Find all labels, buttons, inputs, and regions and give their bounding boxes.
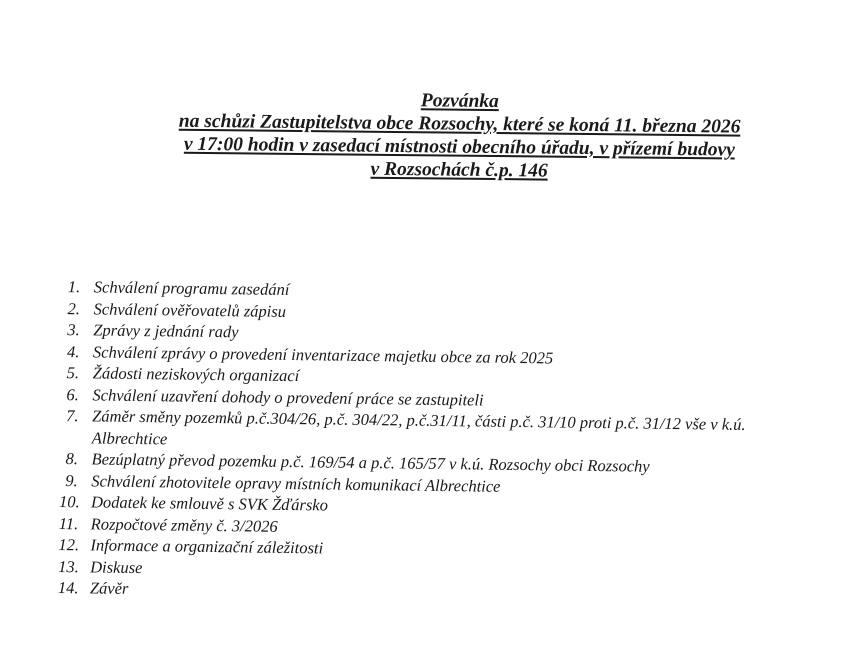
agenda-item-number: 7. (66, 406, 79, 426)
agenda-item-text: Rozpočtové změny č. 3/2026 (90, 513, 278, 536)
agenda-item-number: 5. (66, 363, 80, 383)
agenda-list (58, 276, 822, 608)
agenda-item-number: 13. (58, 556, 79, 576)
agenda-item-number: 6. (66, 384, 79, 404)
agenda-item-text: Diskuse (90, 556, 143, 577)
invitation-line-1: na schůzi Zastupitelstva obce Rozsochy, které se koná 11. března 2026 (178, 110, 741, 138)
invitation-line-3: v Rozsochách č.p. 146 (370, 158, 548, 182)
agenda-item-text: Schválení zprávy o provedení inventarizace majetku obce za rok 2025 (92, 341, 554, 367)
invitation-header (109, 86, 810, 185)
agenda-item-number: 1. (67, 277, 81, 297)
agenda-item-number: 3. (67, 320, 80, 340)
agenda-item-number: 10. (58, 491, 80, 512)
agenda-item-number: 11. (58, 513, 79, 533)
agenda-item-text: Zprávy z jednání rady (93, 320, 239, 342)
agenda-item-number: 2. (67, 298, 81, 318)
agenda-item-text: Závěr (89, 578, 129, 598)
agenda-item-text: Schválení ověřovatelů zápisu (93, 298, 287, 321)
agenda-item-text: Schválení uzavření dohody o provedení práce se zastupiteli (92, 384, 484, 410)
agenda-item-text: Žádosti neziskových organizací (92, 363, 300, 386)
agenda-item-text: Schválení programu zasedání (93, 277, 290, 299)
invitation-title: Pozvánka (420, 90, 499, 113)
agenda-item-number: 9. (65, 470, 78, 490)
agenda-item-text: Informace a organizační záležitosti (90, 535, 324, 558)
agenda-item-number: 4. (66, 341, 80, 361)
agenda-item-text: Schválení zhotovitele opravy místních komunikací Albrechtice (91, 470, 501, 496)
agenda-item-text: Záměr směny pozemků p.č.304/26, p.č. 304/22, p.č.31/11, části p.č. 31/10 proti p.č. 31/12 vše v k.ú. Albrechtice (91, 406, 746, 448)
invitation-line-2: v 17:00 hodin v zasedací místnosti obecního úřadu, v přízemí budovy (183, 133, 735, 161)
agenda-item-text: Bezúplatný převod pozemku p.č. 169/54 a p.č. 165/57 v k.ú. Rozsochy obci Rozsochy (91, 449, 650, 476)
agenda-item-number: 12. (58, 534, 80, 555)
agenda-item-text: Dodatek ke smlouvě s SVK Žďársko (90, 492, 329, 515)
agenda-item-number: 8. (65, 449, 79, 469)
agenda-item-number: 14. (57, 577, 79, 598)
